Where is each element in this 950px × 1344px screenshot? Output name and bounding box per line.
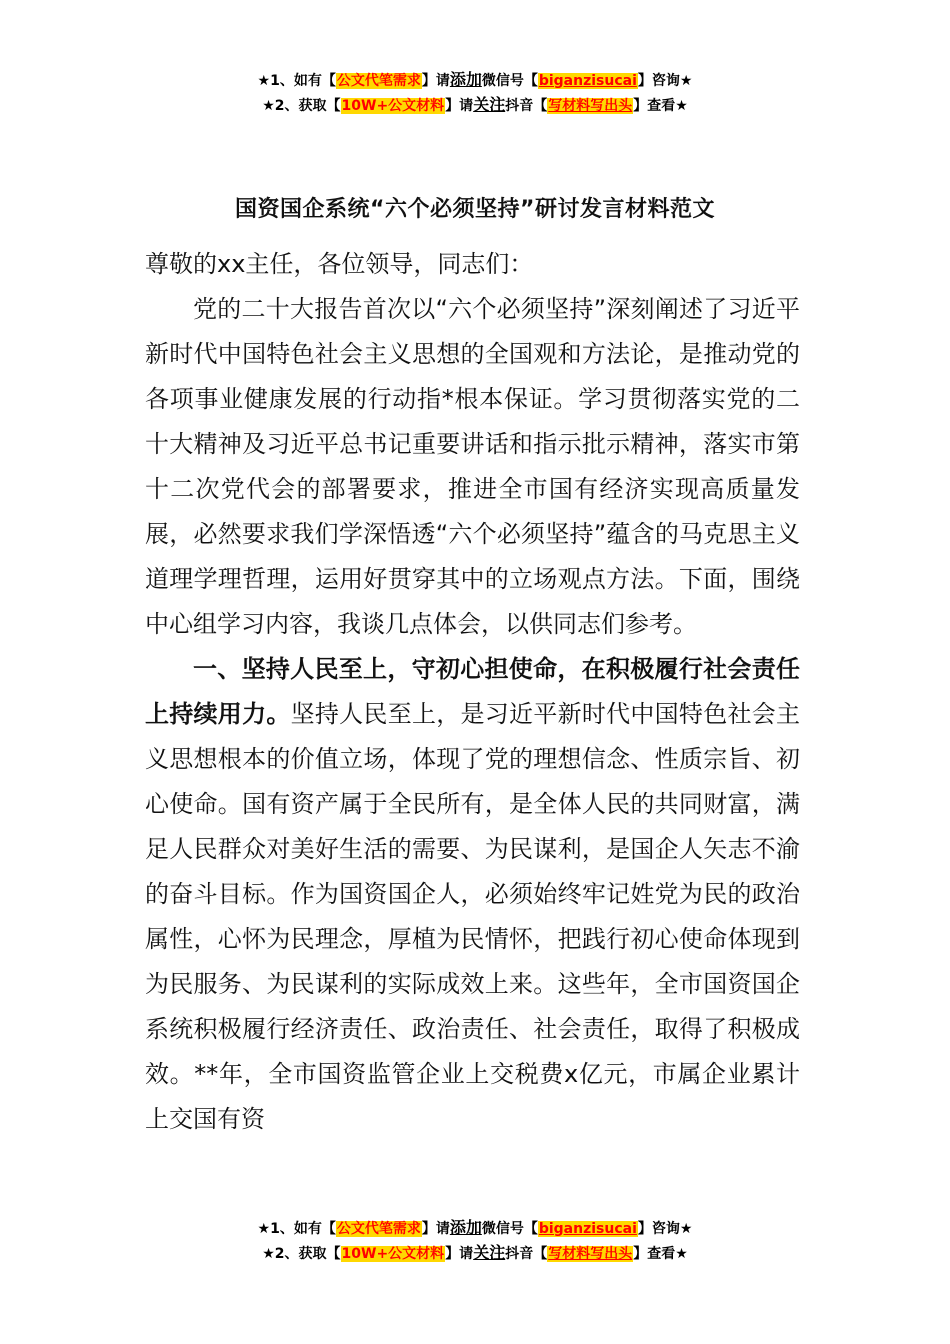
promo-text: 】咨询★ [637,1221,693,1237]
promo-text: 抖音【 [505,98,548,114]
paragraph-intro: 党的二十大报告首次以“六个必须坚持”深刻阐述了习近平新时代中国特色社会主义思想的全国观和方法论，是推动党的各项事业健康发展的行动指*根本保证。学习贯彻落实党的二十大精神及习近平总书记重要讲话和指示批示精神，落实市第十二次党代会的部署要求，推进全市国有经济实现高质量发展，必然要求我们学深悟透“六个必须坚持”蕴含的马克思主义道理学理哲理，运用好贯穿其中的立场观点方法。下面，围绕中心组学习内容，我谈几点体会，以供同志们参考。 [145,295,800,638]
promo-text: 微信号【 [481,73,538,89]
promo-text: 】查看★ [633,98,688,114]
promo-text: 】请 [445,98,474,114]
promo-text: 抖音【 [505,1246,548,1262]
wechat-id: biganzisucai [538,73,637,89]
promo-highlight: 公文代笔需求 [336,1221,421,1237]
promo-text: 】请 [421,1221,450,1237]
promo-banner-top [0,68,950,118]
promo-emphasis: 关注 [473,95,506,114]
promo-text: 】请 [421,73,450,89]
section-heading: 一、坚持人民至上，守初心担使命，在积极履行社会责任上持续用力。 [145,655,800,728]
promo-text: 】请 [445,1246,474,1262]
promo-highlight: 10W+公文材料 [341,1246,445,1262]
section-body: 坚持人民至上，是习近平新时代中国特色社会主义思想根本的价值立场，体现了党的理想信念、性质宗旨、初心使命。国有资产属于全民所有，是全体人民的共同财富，满足人民群众对美好生活的需要、为民谋利，是国企人矢志不渝的奋斗目标。作为国资国企人，必须始终牢记姓党为民的政治属性，心怀为民理念，厚植为民情怀，把践行初心使命体现到为民服务、为民谋利的实际成效上来。这些年，全市国资国企系统积极履行经济责任、政治责任、社会责任，取得了积极成效。**年，全市国资监管企业上交税费x亿元，市属企业累计上交国有资 [145,700,801,1133]
promo-emphasis: 添加 [449,70,482,89]
document-title: 国资国企系统“六个必须坚持”研讨发言材料范文 [235,197,715,222]
promo-text: 微信号【 [481,1221,538,1237]
wechat-id: biganzisucai [538,1221,637,1237]
promo-text: ★1、如有【 [257,73,336,89]
promo-highlight: 公文代笔需求 [336,73,421,89]
promo-emphasis: 关注 [473,1243,506,1262]
douyin-id: 写材料写出头 [548,1246,633,1262]
promo-text: ★1、如有【 [257,1221,336,1237]
promo-line-1 [0,68,950,93]
promo-line-1 [0,1216,950,1241]
promo-text: 】咨询★ [637,73,693,89]
promo-banner-bottom [0,1216,950,1266]
promo-line-2 [0,93,950,118]
promo-line-2 [0,1241,950,1266]
promo-text: ★2、获取【 [262,1246,341,1262]
promo-text: ★2、获取【 [262,98,341,114]
douyin-id: 写材料写出头 [548,98,633,114]
promo-highlight: 10W+公文材料 [341,98,445,114]
promo-emphasis: 添加 [449,1218,482,1237]
document-body [145,242,800,1142]
paragraph-section-1 [145,647,800,1142]
promo-text: 】查看★ [633,1246,688,1262]
salutation: 尊敬的xx主任，各位领导，同志们： [145,250,534,278]
